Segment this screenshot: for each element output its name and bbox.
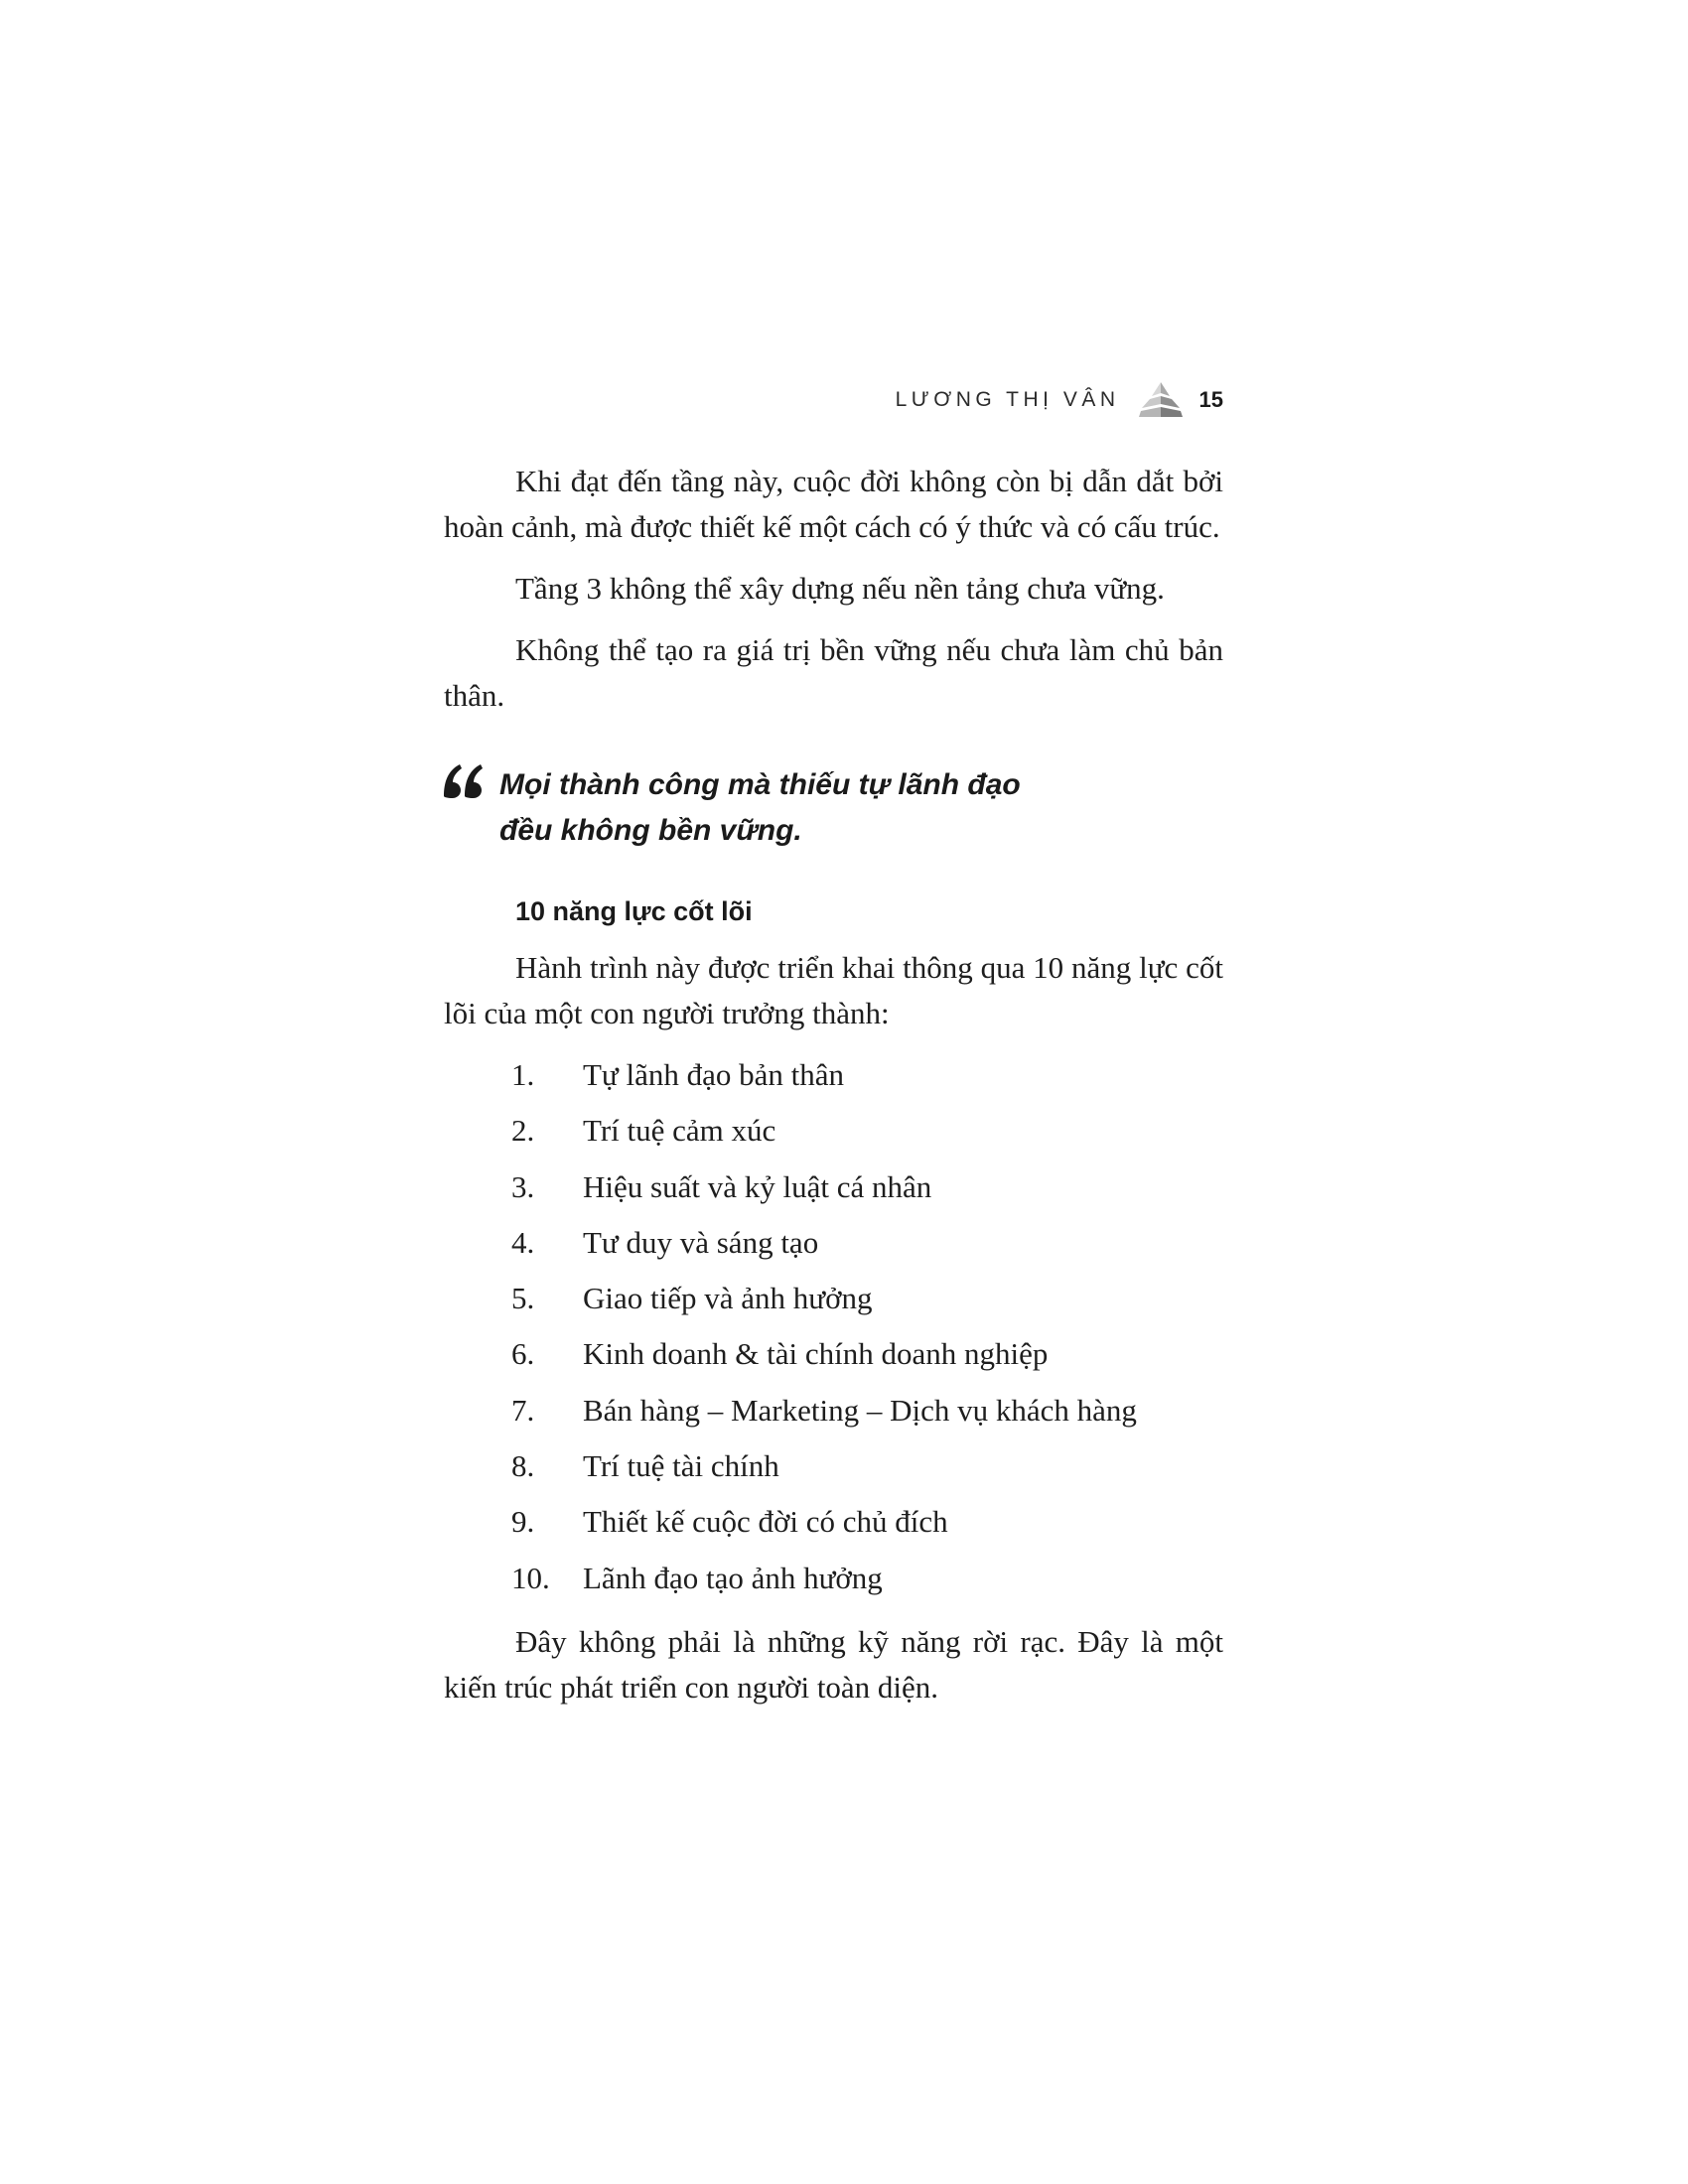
page-header: [896, 380, 1223, 420]
quote-line: Mọi thành công mà thiếu tự lãnh đạo: [499, 768, 1021, 801]
list-number: 9.: [511, 1504, 535, 1540]
list-number: 6.: [511, 1336, 535, 1372]
list-number: 10.: [511, 1560, 550, 1595]
list-item: [444, 1052, 1223, 1108]
list-text: Lãnh đạo tạo ảnh hưởng: [583, 1560, 883, 1595]
list-number: 8.: [511, 1448, 535, 1484]
list-item: [444, 1108, 1223, 1163]
list-item: [444, 1164, 1223, 1220]
list-number: 7.: [511, 1392, 535, 1428]
paragraph: Không thể tạo ra giá trị bền vững nếu chưa làm chủ bản thân.: [444, 632, 1223, 713]
list-text: Giao tiếp và ảnh hưởng: [583, 1281, 873, 1316]
section-intro: Hành trình này được triển khai thông qua 10 năng lực cốt lõi của một con người trưởng thành:: [444, 950, 1223, 1030]
list-item: [444, 1388, 1223, 1443]
list-text: Kinh doanh & tài chính doanh nghiệp: [583, 1336, 1049, 1372]
running-head: LƯƠNG THỊ VÂN: [895, 388, 1120, 411]
pull-quote: [444, 762, 1055, 854]
pyramid-icon: [1138, 380, 1184, 420]
list-text: Trí tuệ tài chính: [583, 1448, 779, 1484]
list-text: Bán hàng – Marketing – Dịch vụ khách hàng: [583, 1392, 1137, 1428]
list-text: Tự lãnh đạo bản thân: [583, 1057, 845, 1092]
list-item: [444, 1220, 1223, 1276]
list-item: [444, 1276, 1223, 1331]
page-number: 15: [1198, 387, 1223, 412]
closing-paragraph: Đây không phải là những kỹ năng rời rạc. Đây là một kiến trúc phát triển con người toàn diện.: [444, 1623, 1223, 1705]
list-item: [444, 1556, 1223, 1611]
paragraph: Tầng 3 không thể xây dựng nếu nền tảng chưa vững.: [515, 571, 1165, 606]
list-number: 3.: [511, 1168, 535, 1204]
list-text: Trí tuệ cảm xúc: [583, 1113, 776, 1149]
list-item: [444, 1499, 1223, 1555]
list-item: [444, 1443, 1223, 1499]
quote-line: đều không bền vững.: [499, 814, 802, 847]
competency-list: [444, 1052, 1223, 1611]
list-item: [444, 1331, 1223, 1387]
paragraph: Khi đạt đến tầng này, cuộc đời không còn bị dẫn dắt bởi hoàn cảnh, mà được thiết kế một cách có ý thức và có cấu trúc.: [444, 464, 1223, 544]
list-number: 1.: [511, 1057, 535, 1092]
list-number: 5.: [511, 1281, 535, 1316]
list-number: 4.: [511, 1224, 535, 1260]
section-heading: 10 năng lực cốt lõi: [515, 896, 753, 926]
page-content: [444, 459, 1223, 1710]
list-text: Tư duy và sáng tạo: [583, 1224, 819, 1260]
quote-mark-icon: [440, 760, 486, 800]
list-number: 2.: [511, 1113, 535, 1149]
list-text: Thiết kế cuộc đời có chủ đích: [583, 1504, 948, 1540]
list-text: Hiệu suất và kỷ luật cá nhân: [583, 1168, 932, 1204]
